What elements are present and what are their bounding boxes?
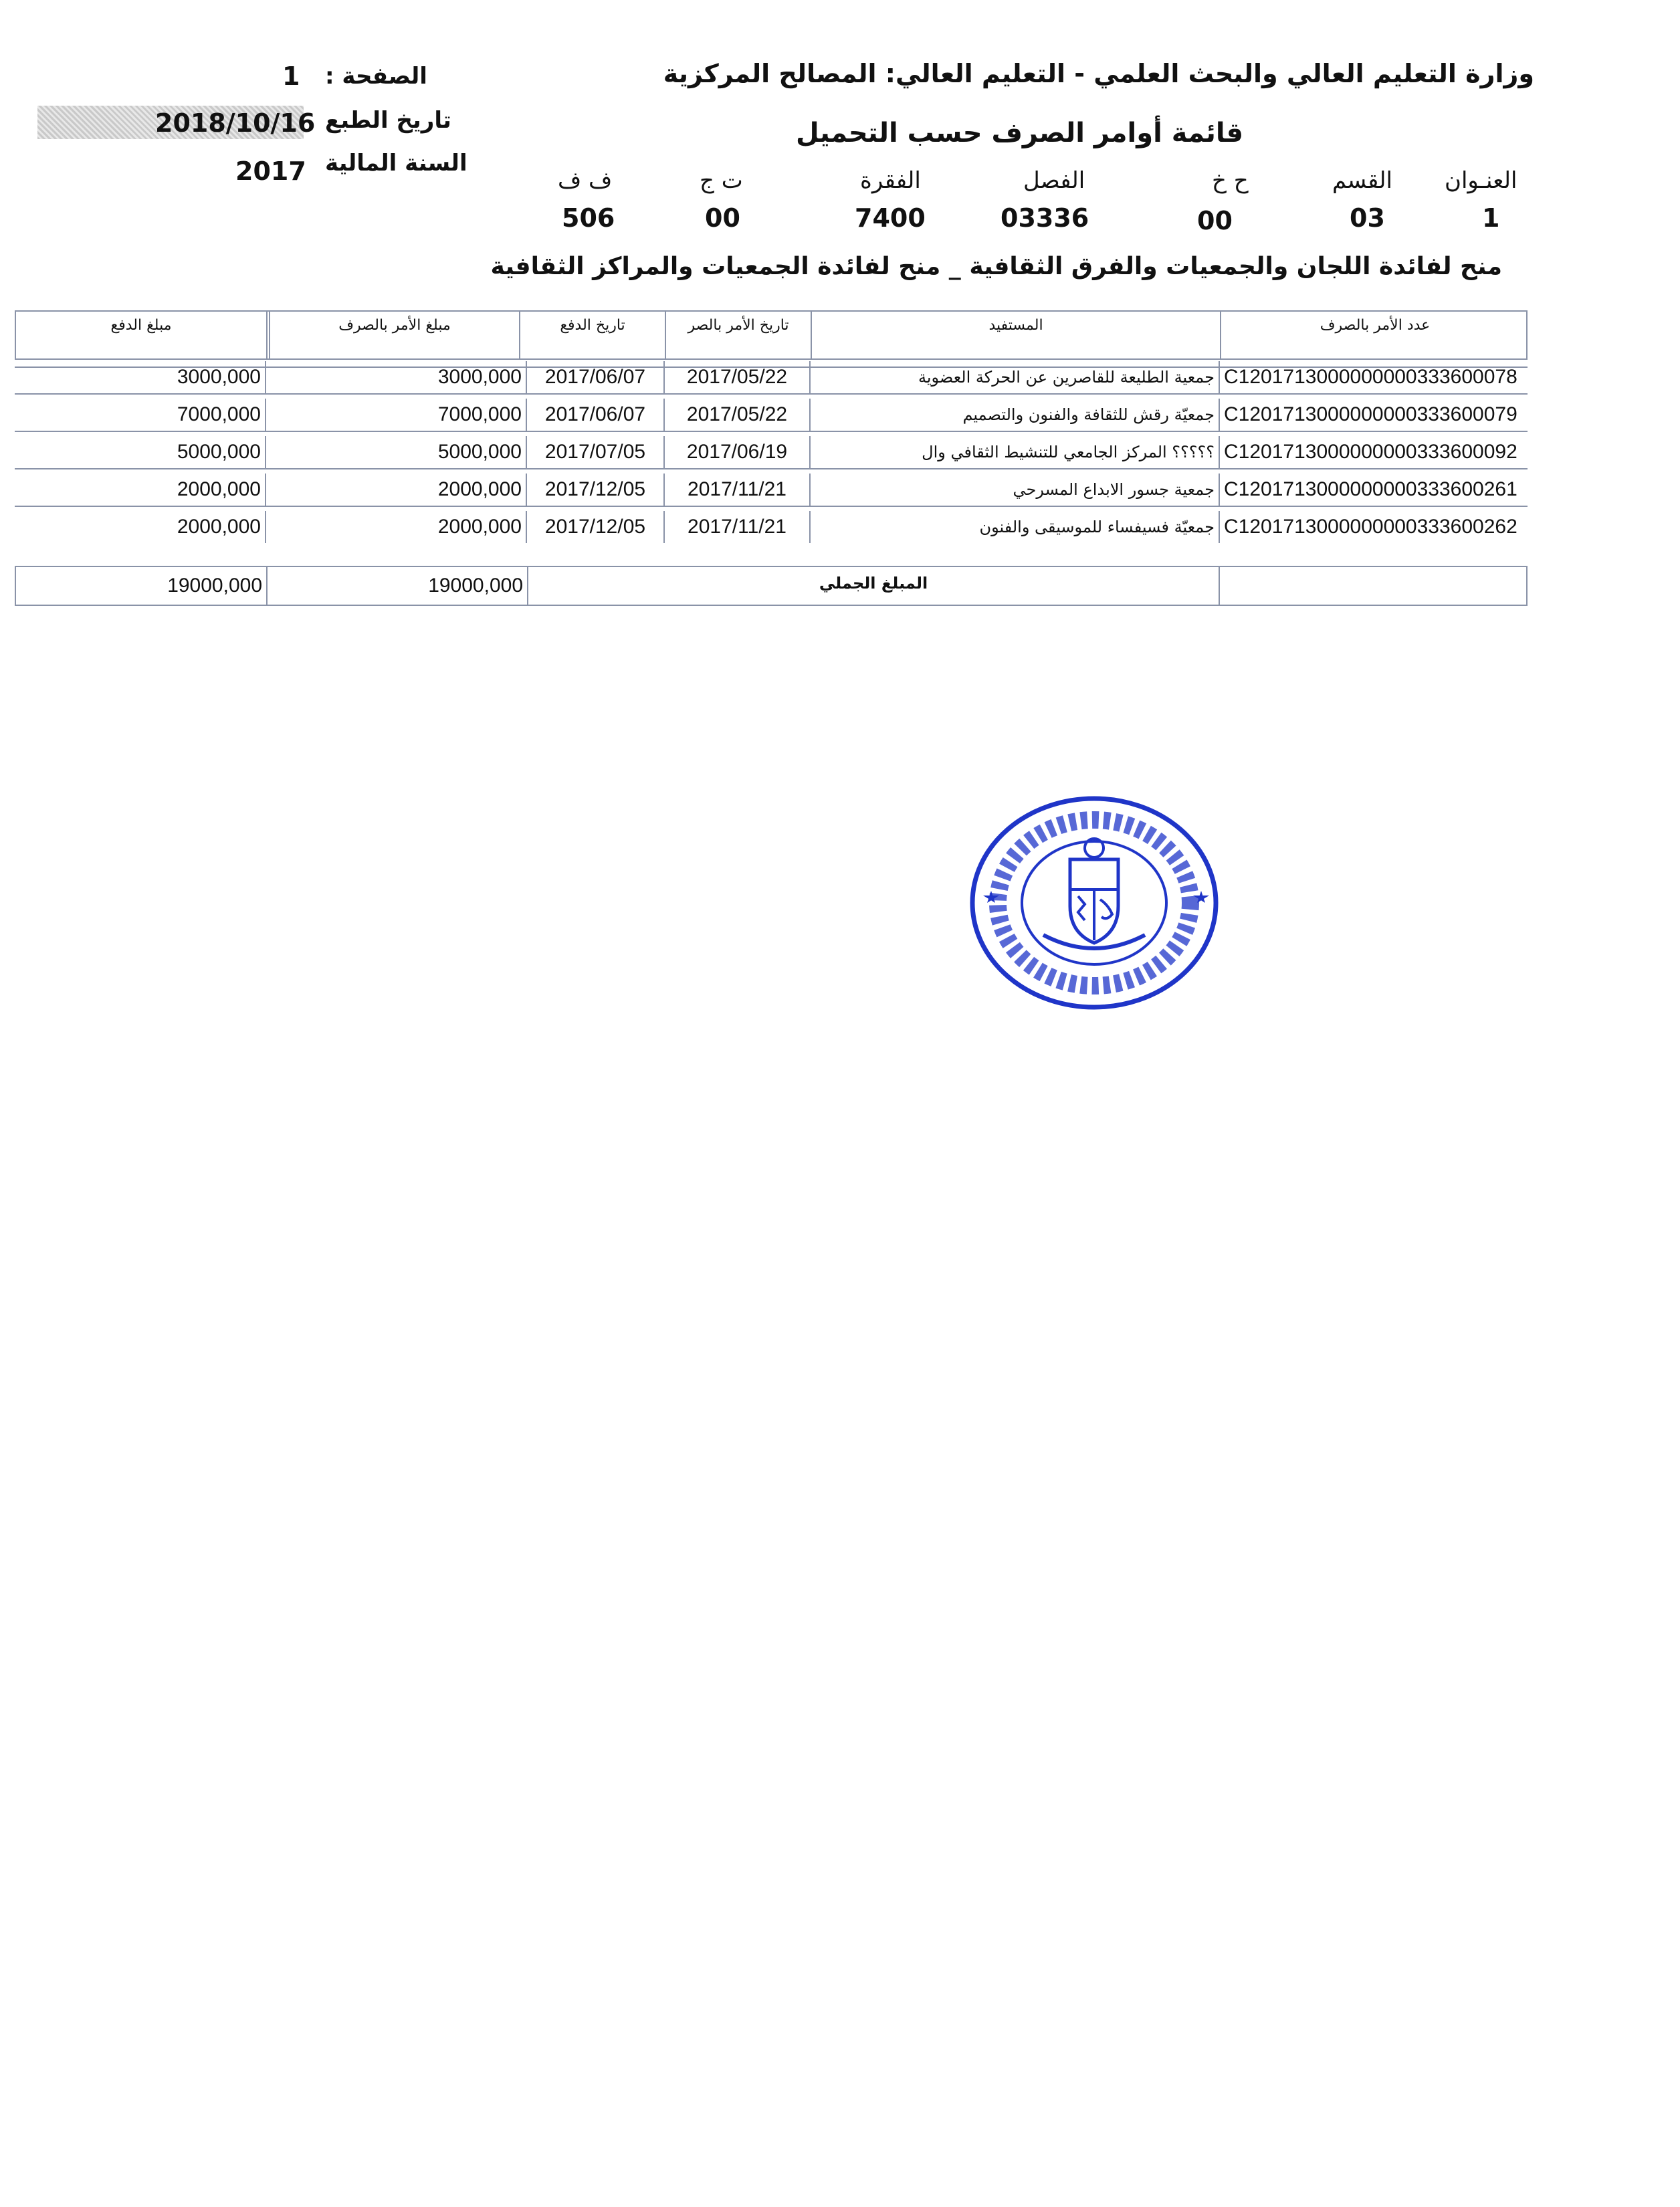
code-label-ff: ف ف <box>558 167 613 194</box>
order-date-cell: 2017/05/22 <box>663 399 809 431</box>
col-header-order-number: عدد الأمر بالصرف <box>1220 312 1529 358</box>
total-label-cell <box>527 567 1219 605</box>
code-label-chapter: الفصل <box>1023 167 1085 194</box>
order-date-cell: 2017/05/22 <box>663 361 809 393</box>
code-label-paragraph: الفقرة <box>860 167 921 194</box>
order-amount-cell: 2000,000 <box>265 474 526 506</box>
table-row <box>15 474 1528 507</box>
ministry-name: وزارة التعليم العالي والبحث العلمي - التعليم العالي: المصالح المركزية <box>663 59 1534 88</box>
pay-date-cell: 2017/06/07 <box>526 399 663 431</box>
paid-amount-cell: 5000,000 <box>177 441 261 463</box>
fiscal-year-label: السنة المالية <box>325 150 467 177</box>
order-amount-cell: 7000,000 <box>265 399 526 431</box>
col-header-order-amount: مبلغ الأمر بالصرف <box>266 312 519 358</box>
code-label-title: العنـوان <box>1445 167 1517 194</box>
section-title: منح لفائدة اللجان والجمعيات والفرق الثقافية _ منح لفائدة الجمعيات والمراكز الثقافية <box>490 253 1502 280</box>
order-date-cell: 2017/11/21 <box>663 474 809 506</box>
col-header-paid-amount: مبلغ الدفع <box>110 317 172 334</box>
code-value-title: 1 <box>1482 203 1500 233</box>
paid-amount-cell: 2000,000 <box>177 478 261 500</box>
page-label: الصفحة : <box>325 63 427 90</box>
fiscal-year-value: 2017 <box>235 156 306 186</box>
code-value-ff: 506 <box>562 203 615 233</box>
order-amount-cell: 2000,000 <box>265 511 526 543</box>
order-amount-cell: 5000,000 <box>265 436 526 468</box>
pay-date-cell: 2017/12/05 <box>526 474 663 506</box>
paid-amount-cell: 3000,000 <box>177 366 261 388</box>
order-number-cell: C1201713000000000333600261 <box>1219 474 1528 506</box>
code-label-tj: ت ج <box>700 167 743 194</box>
official-stamp <box>963 789 1231 1017</box>
code-value-hk: 00 <box>1197 206 1233 235</box>
table-row <box>15 361 1528 395</box>
table-row <box>15 399 1528 432</box>
table-row <box>15 436 1528 469</box>
print-date-value: 2018/10/16 <box>155 108 316 138</box>
pay-date-cell: 2017/12/05 <box>526 511 663 543</box>
code-value-tj: 00 <box>705 203 740 233</box>
print-date-label: تاريخ الطبع <box>325 107 451 134</box>
beneficiary-cell: جمعية جسور الابداع المسرحي <box>809 474 1219 506</box>
order-date-cell: 2017/11/21 <box>663 511 809 543</box>
beneficiary-cell: جمعيّة فسيفساء للموسيقى والفنون <box>809 511 1219 543</box>
total-empty-cell <box>1219 567 1529 605</box>
col-header-pay-date: تاريخ الدفع <box>519 312 665 358</box>
beneficiary-cell: ؟؟؟؟؟ المركز الجامعي للتنشيط الثقافي وال <box>809 436 1219 468</box>
pay-date-cell: 2017/07/05 <box>526 436 663 468</box>
total-label: المبلغ الجملي <box>819 574 928 593</box>
code-label-hk: ح خ <box>1212 167 1249 194</box>
pay-date-cell: 2017/06/07 <box>526 361 663 393</box>
code-value-paragraph: 7400 <box>855 203 926 233</box>
table-header <box>15 310 1528 360</box>
paid-amount-cell: 2000,000 <box>177 516 261 538</box>
total-row <box>15 566 1528 606</box>
table-row <box>15 511 1528 544</box>
code-value-chapter: 03336 <box>1001 203 1089 233</box>
col-header-beneficiary: المستفيد <box>811 312 1220 358</box>
order-date-cell: 2017/06/19 <box>663 436 809 468</box>
code-label-section: القسم <box>1332 167 1392 194</box>
total-order-amount: 19000,000 <box>266 567 527 605</box>
paid-amount-cell: 7000,000 <box>177 403 261 425</box>
total-paid-amount: 19000,000 <box>167 574 262 597</box>
order-amount-cell: 3000,000 <box>265 361 526 393</box>
col-header-order-date: تاريخ الأمر بالصر <box>665 312 811 358</box>
code-value-section: 03 <box>1350 203 1385 233</box>
order-number-cell: C1201713000000000333600078 <box>1219 361 1528 393</box>
order-number-cell: C1201713000000000333600079 <box>1219 399 1528 431</box>
beneficiary-cell: جمعية الطليعة للقاصرين عن الحركة العضوية <box>809 361 1219 393</box>
document-title: قائمة أوامر الصرف حسب التحميل <box>796 118 1244 148</box>
beneficiary-cell: جمعيّة رقش للثقافة والفنون والتصميم <box>809 399 1219 431</box>
page-number: 1 <box>282 62 300 91</box>
order-number-cell: C1201713000000000333600092 <box>1219 436 1528 468</box>
order-number-cell: C1201713000000000333600262 <box>1219 511 1528 543</box>
